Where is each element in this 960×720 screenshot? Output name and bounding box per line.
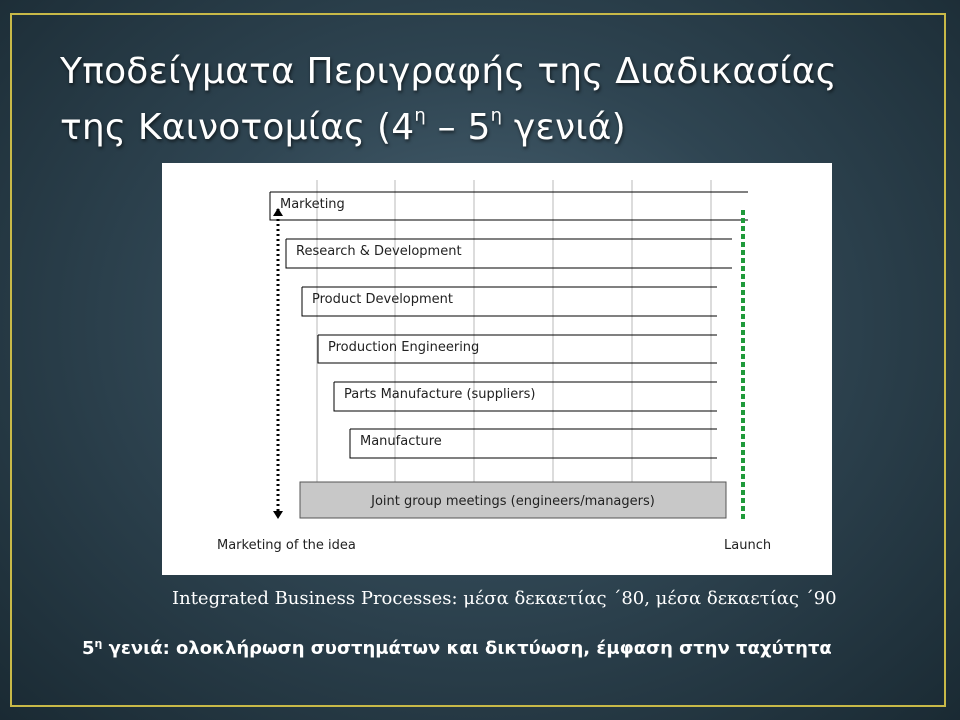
slide-title: [60, 44, 920, 156]
start-arrow-down: [273, 511, 283, 519]
start-label: Marketing of the idea: [217, 538, 356, 553]
title-part: – 5: [425, 107, 491, 148]
joint-meetings-label: Joint group meetings (engineers/managers): [371, 494, 655, 509]
stage-label: Research & Development: [296, 244, 462, 259]
diagram-svg: [162, 163, 832, 575]
stage-label: Parts Manufacture (suppliers): [344, 387, 536, 402]
stage-label: Production Engineering: [328, 340, 480, 355]
title-line-2: [60, 107, 626, 148]
footer-note: [82, 638, 832, 659]
stage-label: Manufacture: [360, 434, 442, 449]
stage-label: Product Development: [312, 292, 454, 307]
title-superscript: η: [490, 105, 503, 126]
integrated-process-diagram: [162, 163, 832, 575]
footer-superscript: η: [94, 637, 103, 650]
footer-number: 5: [82, 638, 95, 659]
stage-label: Marketing: [280, 197, 345, 212]
title-superscript: η: [414, 105, 426, 126]
diagram-caption: Integrated Business Processes: μέσα δεκαετίας ΄80, μέσα δεκαετίας ΄90: [172, 588, 837, 609]
title-line-1: Υποδείγματα Περιγραφής της Διαδικασίας: [60, 51, 837, 92]
title-part: γενιά): [502, 107, 626, 148]
launch-label: Launch: [724, 538, 772, 553]
footer-text: γενιά: ολοκλήρωση συστημάτων και δικτύωση, έμφαση στην ταχύτητα: [102, 638, 832, 659]
title-part: της Καινοτομίας (4: [60, 107, 415, 148]
